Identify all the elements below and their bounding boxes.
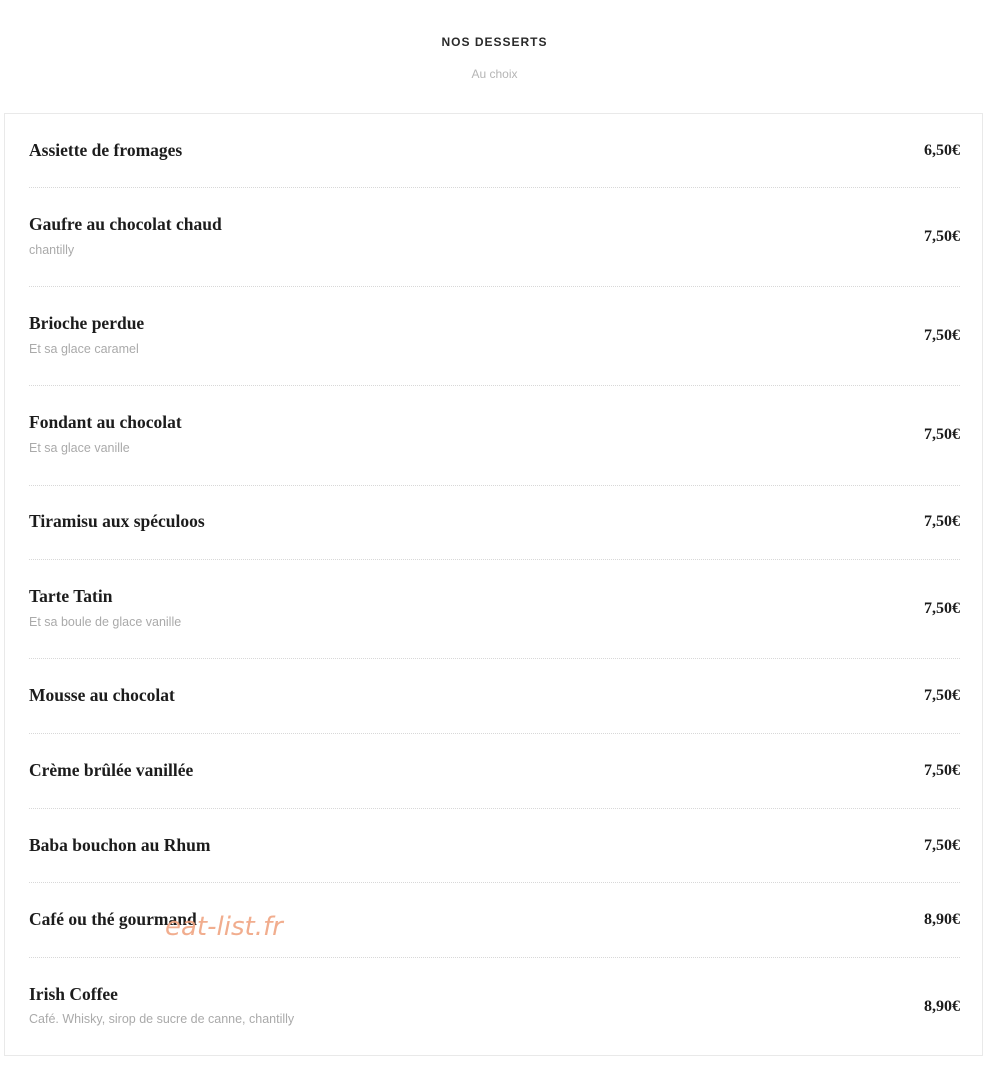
- item-price: 8,90€: [924, 998, 960, 1015]
- item-description: Café. Whisky, sirop de sucre de canne, chantilly: [29, 1012, 295, 1026]
- item-description: Et sa glace vanille: [29, 441, 130, 455]
- item-description: chantilly: [29, 243, 75, 257]
- item-name: Tiramisu aux spéculoos: [29, 511, 205, 531]
- menu-item: [29, 809, 960, 883]
- section-title: NOS DESSERTS: [441, 35, 548, 49]
- menu-item: [29, 734, 960, 809]
- item-price: 7,50€: [924, 687, 960, 704]
- item-name: Irish Coffee: [29, 984, 118, 1004]
- item-price: 6,50€: [924, 142, 960, 159]
- item-name: Baba bouchon au Rhum: [29, 835, 211, 855]
- item-description: Et sa glace caramel: [29, 342, 139, 356]
- menu-item: [29, 114, 960, 188]
- item-price: 7,50€: [924, 600, 960, 617]
- item-price: 7,50€: [924, 327, 960, 344]
- item-description: Et sa boule de glace vanille: [29, 615, 182, 629]
- menu-item: [29, 486, 960, 560]
- menu-item: [29, 958, 960, 1057]
- item-price: 7,50€: [924, 228, 960, 245]
- menu-item: [29, 386, 960, 486]
- item-name: Brioche perdue: [29, 313, 145, 333]
- menu-item: [29, 188, 960, 287]
- item-name: Tarte Tatin: [29, 586, 113, 606]
- menu-item: [29, 560, 960, 659]
- item-price: 7,50€: [924, 837, 960, 854]
- item-name: Café ou thé gourmand: [29, 909, 197, 929]
- item-name: Fondant au chocolat: [29, 412, 182, 432]
- item-name: Gaufre au chocolat chaud: [29, 214, 222, 234]
- item-name: Mousse au chocolat: [29, 685, 175, 705]
- menu-card: [4, 113, 983, 1056]
- menu-item: [29, 287, 960, 386]
- watermark-text: eat-list.fr: [165, 912, 283, 942]
- item-price: 8,90€: [924, 911, 960, 928]
- item-price: 7,50€: [924, 426, 960, 443]
- item-price: 7,50€: [924, 513, 960, 530]
- menu-item: [29, 659, 960, 734]
- item-name: Assiette de fromages: [29, 140, 183, 160]
- item-price: 7,50€: [924, 762, 960, 779]
- item-name: Crème brûlée vanillée: [29, 760, 194, 780]
- section-subtitle: Au choix: [471, 67, 518, 81]
